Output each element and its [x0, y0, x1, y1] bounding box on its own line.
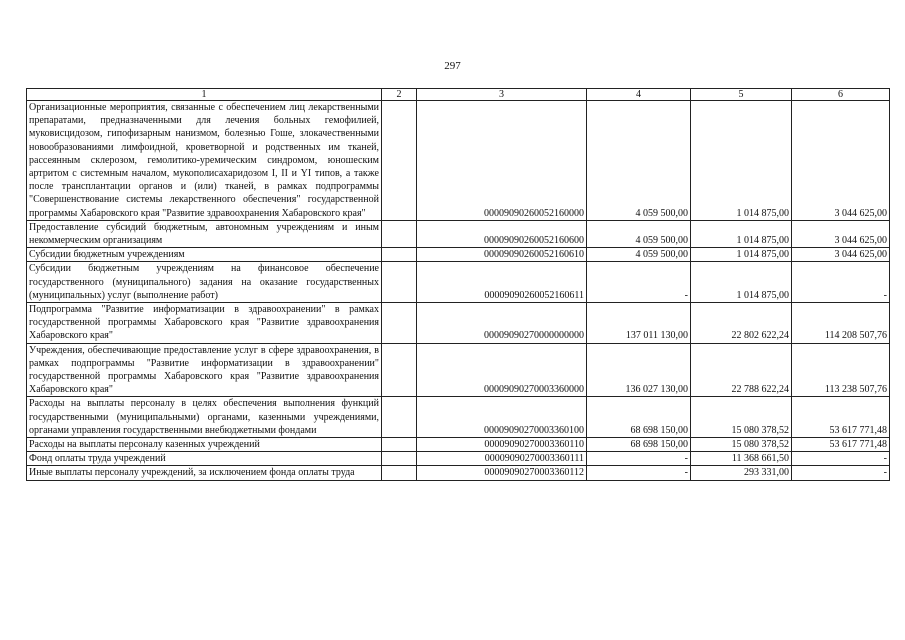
budget-code-cell: 00009090260052160611	[417, 262, 587, 303]
amount-col-4-cell: 4 059 500,00	[587, 220, 691, 247]
column-header-row	[27, 89, 890, 101]
column-2-cell	[382, 303, 417, 344]
budget-code-cell: 00009090260052160610	[417, 248, 587, 262]
budget-code-cell: 00009090270003360000	[417, 343, 587, 397]
budget-code-cell: 00009090260052160600	[417, 220, 587, 247]
item-name-cell: Подпрограмма "Развитие информатизации в здравоохранении" в рамках государственной программы Хабаровского края "Развитие здравоохранения Хабаровского края"	[27, 303, 382, 344]
column-2-cell	[382, 220, 417, 247]
item-name-cell: Субсидии бюджетным учреждениям на финансовое обеспечение государственного (муниципального) задания на оказание государственных (муниципальных) услуг (выполнение работ)	[27, 262, 382, 303]
column-2-cell	[382, 438, 417, 452]
table-row	[27, 303, 890, 344]
column-header: 3	[417, 89, 587, 101]
amount-col-6-cell: 53 617 771,48	[792, 438, 890, 452]
amount-col-6-cell: -	[792, 466, 890, 480]
budget-code-cell: 00009090270003360111	[417, 452, 587, 466]
amount-col-5-cell: 15 080 378,52	[691, 397, 792, 438]
column-header: 4	[587, 89, 691, 101]
amount-col-5-cell: 22 788 622,24	[691, 343, 792, 397]
amount-col-5-cell: 293 331,00	[691, 466, 792, 480]
amount-col-4-cell: -	[587, 262, 691, 303]
budget-table	[26, 88, 890, 481]
amount-col-4-cell: 68 698 150,00	[587, 438, 691, 452]
column-header: 2	[382, 89, 417, 101]
amount-col-6-cell: 53 617 771,48	[792, 397, 890, 438]
item-name-cell: Предоставление субсидий бюджетным, автономным учреждениям и иным некоммерческим организациям	[27, 220, 382, 247]
column-2-cell	[382, 466, 417, 480]
item-name-cell: Иные выплаты персоналу учреждений, за исключением фонда оплаты труда	[27, 466, 382, 480]
amount-col-4-cell: 68 698 150,00	[587, 397, 691, 438]
amount-col-4-cell: 137 011 130,00	[587, 303, 691, 344]
amount-col-6-cell: 114 208 507,76	[792, 303, 890, 344]
column-2-cell	[382, 343, 417, 397]
budget-code-cell: 00009090270003360110	[417, 438, 587, 452]
budget-code-cell: 00009090270003360100	[417, 397, 587, 438]
budget-table-body	[27, 89, 890, 481]
budget-code-cell: 00009090270003360112	[417, 466, 587, 480]
budget-code-cell: 00009090270000000000	[417, 303, 587, 344]
item-name-cell: Учреждения, обеспечивающие предоставление услуг в сфере здравоохранения, в рамках подпрограммы "Развитие информатизации в здравоохранении" государственной программы Хабаровского края "Развитие здравоохранения Хабаровского края"	[27, 343, 382, 397]
amount-col-6-cell: -	[792, 262, 890, 303]
amount-col-4-cell: -	[587, 452, 691, 466]
amount-col-6-cell: 3 044 625,00	[792, 248, 890, 262]
amount-col-6-cell: 3 044 625,00	[792, 101, 890, 221]
table-row	[27, 438, 890, 452]
item-name-cell: Организационные мероприятия, связанные с обеспечением лиц лекарственными препаратами, предназначенными для лечения больных гемофилией, муковисцидозом, гипофизарным нанизмом, болезнью Гоше, злокачественными новообразованиями лимфоидной, кроветворной и родственных им тканей, рассеянным склерозом, гемолитико-уремическим синдромом, юношеским артритом с системным началом, мукополисахаридозом I, II и YI типов, а также после трансплантации органов и (или) тканей, в рамках подпрограммы "Совершенствование системы лекарственного обеспечения" государственной программы Хабаровского края "Развитие здравоохранения Хабаровского края"	[27, 101, 382, 221]
item-name-cell: Субсидии бюджетным учреждениям	[27, 248, 382, 262]
amount-col-5-cell: 11 368 661,50	[691, 452, 792, 466]
column-header: 1	[27, 89, 382, 101]
amount-col-5-cell: 22 802 622,24	[691, 303, 792, 344]
amount-col-5-cell: 1 014 875,00	[691, 220, 792, 247]
amount-col-5-cell: 15 080 378,52	[691, 438, 792, 452]
column-2-cell	[382, 262, 417, 303]
column-2-cell	[382, 397, 417, 438]
amount-col-4-cell: -	[587, 466, 691, 480]
table-row	[27, 397, 890, 438]
amount-col-4-cell: 136 027 130,00	[587, 343, 691, 397]
column-header: 6	[792, 89, 890, 101]
table-row	[27, 248, 890, 262]
item-name-cell: Фонд оплаты труда учреждений	[27, 452, 382, 466]
column-header: 5	[691, 89, 792, 101]
column-2-cell	[382, 248, 417, 262]
amount-col-5-cell: 1 014 875,00	[691, 262, 792, 303]
amount-col-5-cell: 1 014 875,00	[691, 101, 792, 221]
amount-col-6-cell: 113 238 507,76	[792, 343, 890, 397]
table-row	[27, 466, 890, 480]
column-2-cell	[382, 101, 417, 221]
amount-col-4-cell: 4 059 500,00	[587, 248, 691, 262]
item-name-cell: Расходы на выплаты персоналу в целях обеспечения выполнения функций государственными (муниципальными) органами, казенными учреждениями, органами управления государственными внебюджетными фондами	[27, 397, 382, 438]
column-2-cell	[382, 452, 417, 466]
amount-col-5-cell: 1 014 875,00	[691, 248, 792, 262]
table-row	[27, 452, 890, 466]
amount-col-6-cell: -	[792, 452, 890, 466]
table-row	[27, 262, 890, 303]
amount-col-4-cell: 4 059 500,00	[587, 101, 691, 221]
table-row	[27, 101, 890, 221]
budget-code-cell: 00009090260052160000	[417, 101, 587, 221]
item-name-cell: Расходы на выплаты персоналу казенных учреждений	[27, 438, 382, 452]
table-row	[27, 343, 890, 397]
page-number: 297	[444, 60, 461, 72]
table-row	[27, 220, 890, 247]
amount-col-6-cell: 3 044 625,00	[792, 220, 890, 247]
